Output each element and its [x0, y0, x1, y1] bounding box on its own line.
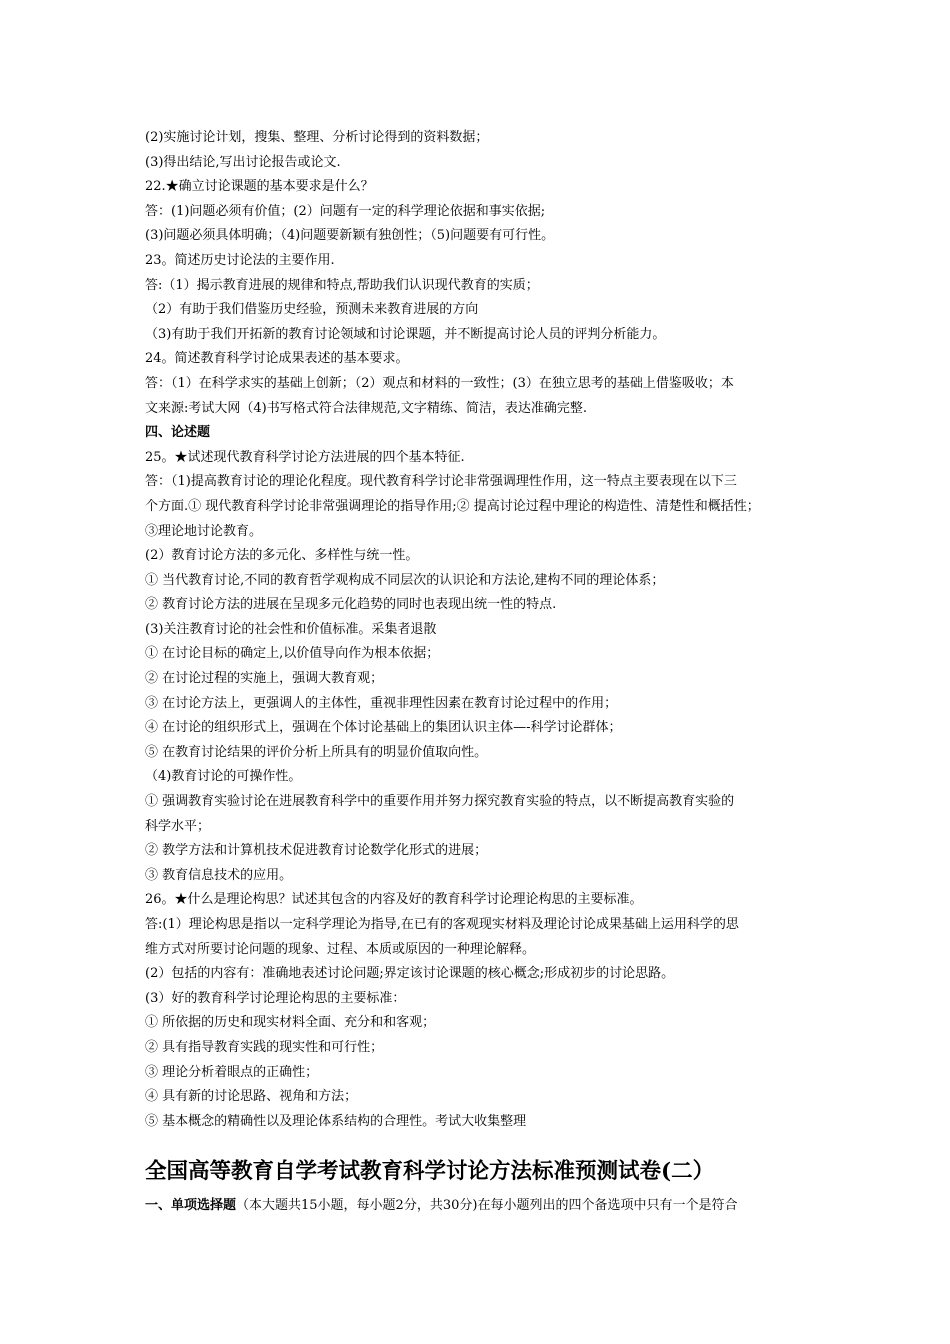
answer-line: 答:(1）理论构思是指以一定科学理论为指导,在已有的客观现实材料及理论讨论成果基础上运用科学的思: [145, 917, 739, 932]
text-line: ① 强调教育实验讨论在进展教育科学中的重要作用并努力探究教育实验的特点，以不断提高教育实验的: [145, 794, 735, 810]
text-line: (2)实施讨论计划，搜集、整理、分析讨论得到的资料数据；: [145, 130, 489, 145]
question-line: 24。简述教育科学讨论成果表述的基本要求。: [145, 351, 409, 367]
text-line: ⑤ 在教育讨论结果的评价分析上所具有的明显价值取向性。: [145, 744, 488, 760]
text-line: 文来源:考试大网（4)书写格式符合法律规范,文字精练、简洁，表达准确完整.: [145, 400, 587, 416]
text-line: ④ 在讨论的组织形式上，强调在个体讨论基础上的集团认识主体—-科学讨论群体；: [145, 720, 622, 736]
document-body: [145, 126, 825, 1134]
text-line: ② 在讨论过程的实施上，强调大教育观；: [145, 671, 384, 687]
text-line: (3）好的教育科学讨论理论构思的主要标准：: [145, 990, 406, 1006]
text-line: 维方式对所要讨论问题的现象、过程、本质或原因的一种理论解释。: [145, 941, 536, 957]
text-line: ① 所依据的历史和现实材料全面、充分和和客观；: [145, 1015, 436, 1031]
text-line: (2）包括的内容有：准确地表述讨论问题;界定该讨论课题的核心概念;形成初步的讨论思路。: [145, 966, 675, 982]
text-line: ① 在讨论目标的确定上,以价值导向作为根本依据；: [145, 646, 440, 662]
text-line: ② 教育讨论方法的进展在呈现多元化趋势的同时也表现出统一性的特点.: [145, 597, 557, 613]
text-line: ⑤ 基本概念的精确性以及理论体系结构的合理性。考试大收集整理: [145, 1113, 527, 1129]
answer-line: 答：(1)问题必须有价值；(2）问题有一定的科学理论依据和事实依据;: [145, 203, 546, 219]
text-line: ② 教学方法和计算机技术促进教育讨论数学化形式的进展；: [145, 843, 488, 859]
text-line: (3)关注教育讨论的社会性和价值标准。采集者退散: [145, 621, 437, 637]
text-line: ③理论地讨论教育。: [145, 523, 263, 539]
question-line: 26。★什么是理论构思？试述其包含的内容及好的教育科学讨论理论构思的主要标准。: [145, 892, 643, 908]
exam-title: 全国高等教育自学考试教育科学讨论方法标准预测试卷(二）: [145, 1159, 715, 1184]
text-line: ④ 具有新的讨论思路、视角和方法；: [145, 1089, 358, 1105]
section-heading: 四、论述题: [145, 425, 211, 441]
text-line: (3)问题必须具体明确；（4)问题要新颖有独创性；（5)问题要有可行性。: [145, 228, 555, 244]
text-line: 科学水平；: [145, 818, 211, 834]
question-line: 23。简述历史讨论法的主要作用.: [145, 252, 335, 268]
text-line: 个方面.① 现代教育科学讨论非常强调理论的指导作用;② 提高讨论过程中理论的构造性、清楚性和概括性；: [145, 498, 760, 514]
answer-line: 答：（1）在科学求实的基础上创新；（2）观点和材料的一致性；(3）在独立思考的基础上借鉴吸收；本: [145, 375, 734, 391]
text-line: （2）有助于我们借鉴历史经验，预测未来教育进展的方向: [145, 302, 479, 318]
section-intro: [145, 1194, 737, 1218]
text-line: ② 具有指导教育实践的现实性和可行性；: [145, 1039, 384, 1055]
section-heading-label: 一、单项选择题: [145, 1198, 237, 1213]
text-line: （4)教育讨论的可操作性。: [145, 769, 302, 785]
section-description: （本大题共15小题，每小题2分，共30分)在每小题列出的四个备选项中只有一个是符合: [236, 1198, 738, 1213]
text-line: ③ 理论分析着眼点的正确性；: [145, 1064, 319, 1080]
text-line: ③ 教育信息技术的应用。: [145, 867, 293, 883]
answer-line: 答：（1)提高教育讨论的理论化程度。现代教育科学讨论非常强调理性作用，这一特点主要表现在以下三: [145, 474, 737, 490]
question-line: 22.★确立讨论课题的基本要求是什么？: [145, 179, 374, 195]
question-line: 25。★试述现代教育科学讨论方法进展的四个基本特征.: [145, 449, 465, 465]
answer-line: 答:（1）揭示教育进展的规律和特点,帮助我们认识现代教育的实质；: [145, 277, 539, 293]
text-line: ③ 在讨论方法上，更强调人的主体性，重视非理性因素在教育讨论过程中的作用；: [145, 695, 618, 711]
text-line: (3)得出结论,写出讨论报告或论文.: [145, 154, 341, 170]
text-line: (2）教育讨论方法的多元化、多样性与统一性。: [145, 548, 419, 564]
text-line: ① 当代教育讨论,不同的教育哲学观构成不同层次的认识论和方法论,建构不同的理论体系；: [145, 572, 665, 588]
text-line: （3)有助于我们开拓新的教育讨论领域和讨论课题，并不断提高讨论人员的评判分析能力。: [145, 326, 666, 342]
